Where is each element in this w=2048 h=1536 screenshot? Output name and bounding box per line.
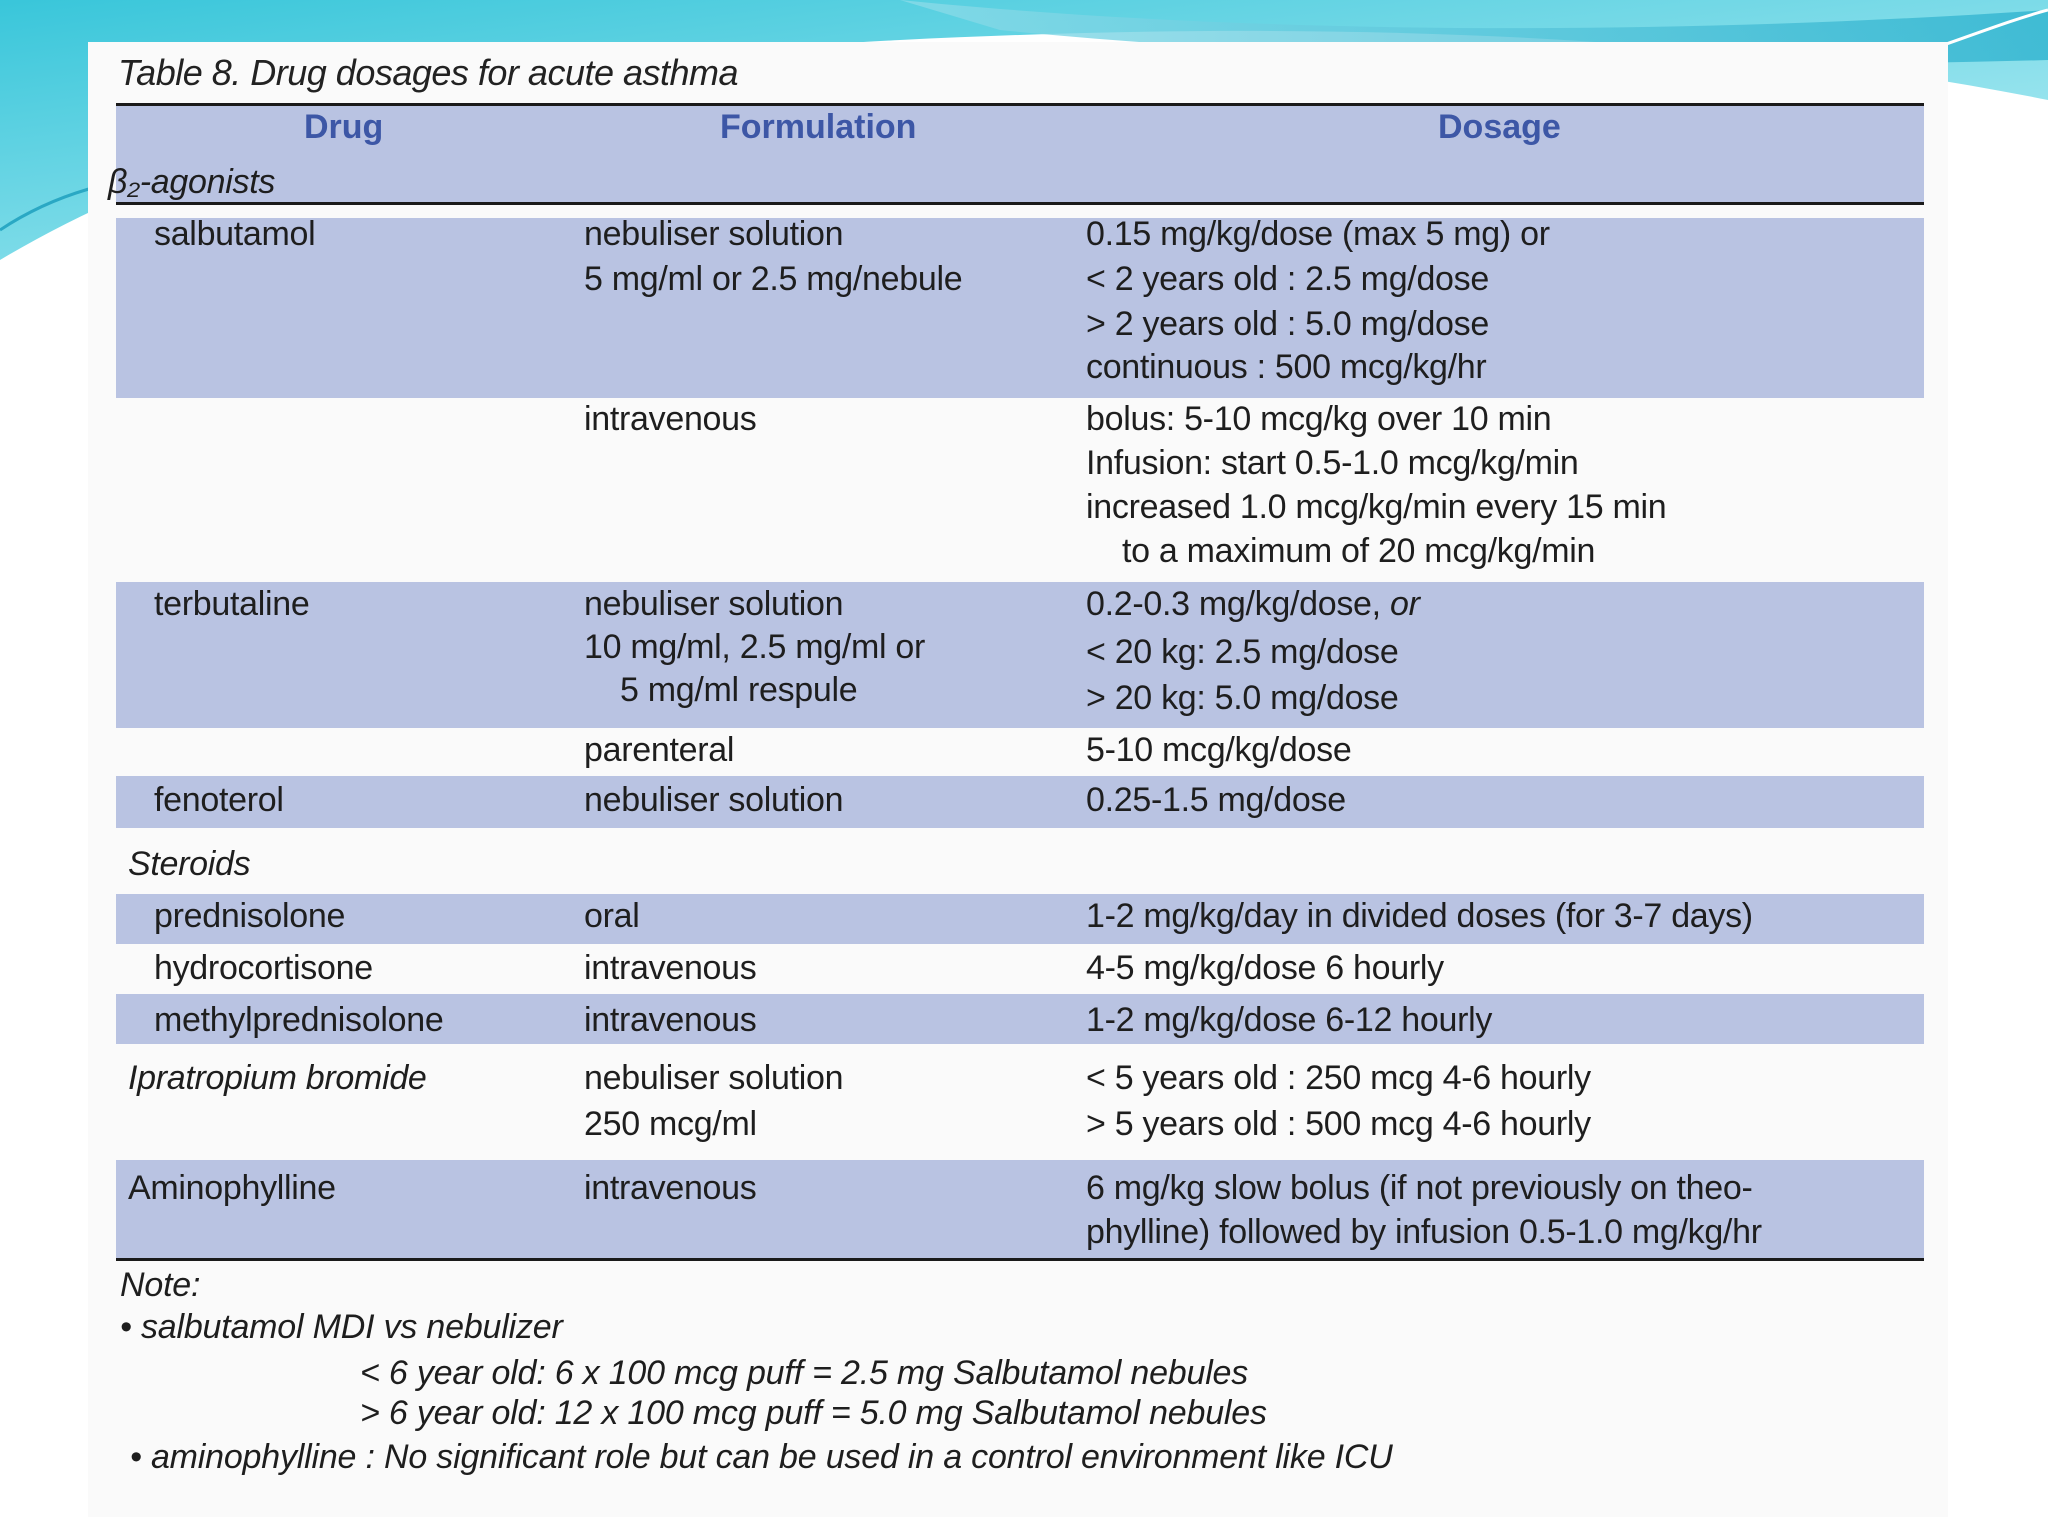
table-caption: Table 8. Drug dosages for acute asthma [118, 52, 739, 93]
formulation-line: nebuliser solution [584, 585, 844, 623]
drug-terbutaline: terbutaline [154, 585, 310, 623]
note-bullet-salbutamol: • salbutamol MDI vs nebulizer [120, 1308, 563, 1346]
dosage-line: > 2 years old : 5.0 mg/dose [1086, 305, 1489, 343]
formulation-line: oral [584, 897, 640, 935]
note-title: Note: [120, 1266, 201, 1304]
dosage-line: 0.15 mg/kg/dose (max 5 mg) or [1086, 215, 1550, 253]
dosage-line [1086, 582, 1420, 627]
formulation-line: intravenous [584, 949, 757, 987]
dosage-line: to a maximum of 20 mcg/kg/min [1122, 532, 1596, 570]
row-band [116, 218, 1924, 398]
formulation-line: 5 mg/ml or 2.5 mg/nebule [584, 260, 963, 298]
note-sub-line: < 6 year old: 6 x 100 mcg puff = 2.5 mg Salbutamol nebules [360, 1354, 1249, 1392]
dosage-line: increased 1.0 mcg/kg/min every 15 min [1086, 488, 1667, 526]
drug-aminophylline: Aminophylline [128, 1169, 336, 1207]
dosage-line: < 2 years old : 2.5 mg/dose [1086, 260, 1489, 298]
formulation-line: nebuliser solution [584, 215, 844, 253]
drug-dosage-table [88, 42, 1948, 1517]
dosage-line: continuous : 500 mcg/kg/hr [1086, 348, 1487, 386]
formulation-line: nebuliser solution [584, 781, 844, 819]
dosage-line: > 20 kg: 5.0 mg/dose [1086, 679, 1399, 717]
dosage-line: < 5 years old : 250 mcg 4-6 hourly [1086, 1059, 1591, 1097]
dosage-line: Infusion: start 0.5-1.0 mcg/kg/min [1086, 444, 1579, 482]
dosage-line: > 5 years old : 500 mcg 4-6 hourly [1086, 1105, 1591, 1143]
dosage-line: 6 mg/kg slow bolus (if not previously on theo- [1086, 1169, 1753, 1207]
column-header-formulation: Formulation [720, 108, 917, 146]
column-header-dosage: Dosage [1438, 108, 1561, 146]
formulation-line: intravenous [584, 1169, 757, 1207]
formulation-line: 5 mg/ml respule [620, 671, 858, 709]
formulation-line: intravenous [584, 400, 757, 438]
drug-prednisolone: prednisolone [154, 897, 346, 935]
formulation-line: 10 mg/ml, 2.5 mg/ml or [584, 628, 926, 666]
table-bottom-rule [116, 1258, 1924, 1261]
drug-salbutamol: salbutamol [154, 215, 316, 253]
formulation-line: 250 mcg/ml [584, 1105, 757, 1143]
dosage-text: 0.2-0.3 mg/kg/dose, [1086, 585, 1381, 623]
dosage-line: 4-5 mg/kg/dose 6 hourly [1086, 949, 1444, 987]
dosage-or: or [1389, 585, 1420, 623]
formulation-line: nebuliser solution [584, 1059, 844, 1097]
dosage-line: bolus: 5-10 mcg/kg over 10 min [1086, 400, 1552, 438]
note-bullet-aminophylline: • aminophylline : No significant role but can be used in a control environment like ICU [130, 1438, 1393, 1476]
row-band [116, 776, 1924, 828]
dosage-line: 1-2 mg/kg/day in divided doses (for 3-7 days) [1086, 897, 1753, 935]
drug-fenoterol: fenoterol [154, 781, 284, 819]
dosage-line: 0.25-1.5 mg/dose [1086, 781, 1346, 819]
drug-hydrocortisone: hydrocortisone [154, 949, 373, 987]
note-sub-line: > 6 year old: 12 x 100 mcg puff = 5.0 mg Salbutamol nebules [360, 1394, 1267, 1432]
dosage-line: phylline) followed by infusion 0.5-1.0 mg/kg/hr [1086, 1213, 1762, 1251]
header-band [116, 106, 1924, 202]
column-header-drug: Drug [304, 108, 384, 146]
section-label-beta-agonists: β₂-agonists [108, 163, 276, 201]
dosage-line: < 20 kg: 2.5 mg/dose [1086, 633, 1399, 671]
formulation-line: parenteral [584, 731, 735, 769]
drug-ipratropium-bromide: Ipratropium bromide [128, 1059, 427, 1097]
row-band [116, 582, 1924, 728]
dosage-line: 1-2 mg/kg/dose 6-12 hourly [1086, 1001, 1493, 1039]
dosage-line: 5-10 mcg/kg/dose [1086, 731, 1352, 769]
header-bottom-rule [116, 202, 1924, 205]
section-label-steroids: Steroids [128, 845, 251, 883]
formulation-line: intravenous [584, 1001, 757, 1039]
drug-methylprednisolone: methylprednisolone [154, 1001, 444, 1039]
